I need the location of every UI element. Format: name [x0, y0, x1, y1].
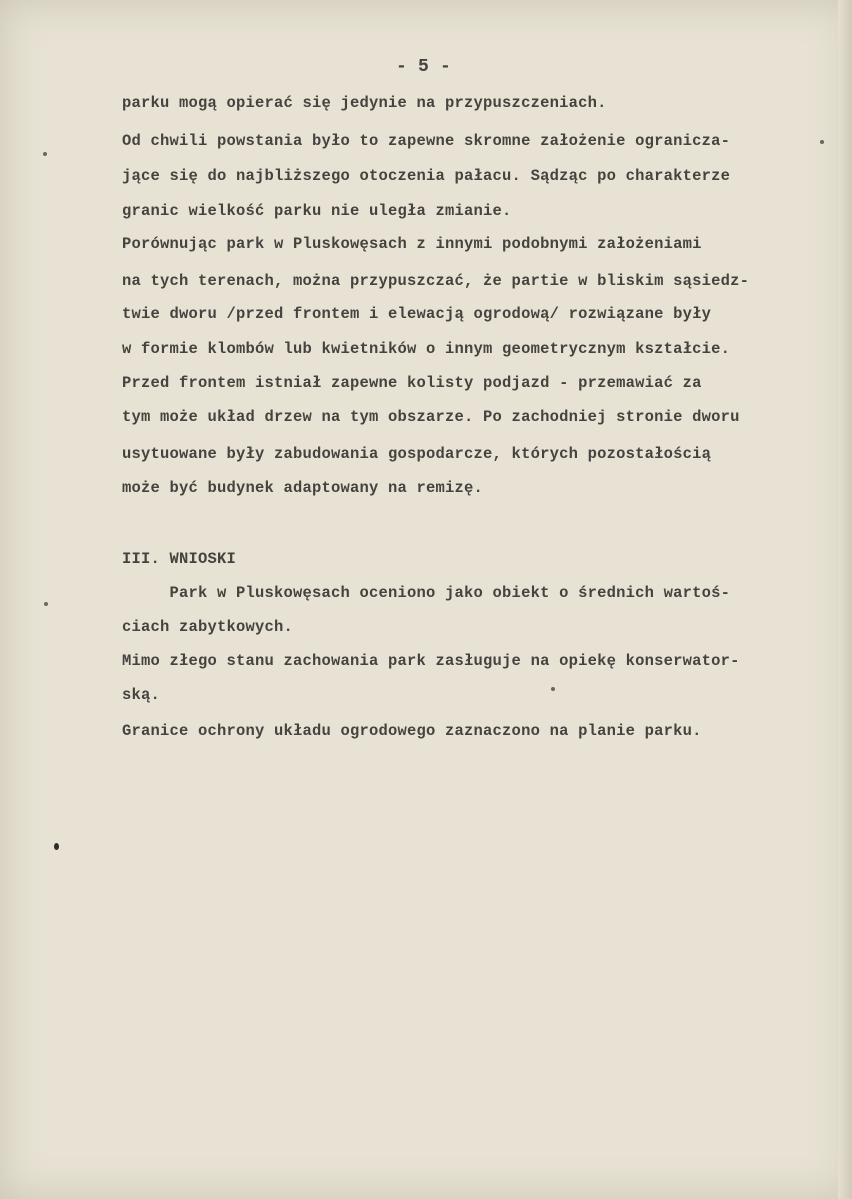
- conclusion-line-1: Park w Pluskowęsach oceniono jako obiekt o średnich wartoś-: [122, 584, 731, 602]
- page-number: - 5 -: [396, 57, 452, 77]
- conclusion-line-4: ską.: [122, 686, 161, 704]
- ink-speck: [551, 687, 555, 691]
- paragraph-line-12: może być budynek adaptowany na remizę.: [122, 479, 484, 497]
- paragraph-line-11: usytuowane były zabudowania gospodarcze, których pozostałością: [122, 445, 712, 463]
- paragraph-line-7: twie dworu /przed frontem i elewacją ogrodową/ rozwiązane były: [122, 305, 712, 323]
- page-edge-shadow: [838, 0, 852, 1199]
- paragraph-line-6: na tych terenach, można przypuszczać, że partie w bliskim sąsiedz-: [122, 272, 750, 290]
- conclusion-line-5: Granice ochrony układu ogrodowego zaznaczono na planie parku.: [122, 722, 702, 740]
- paragraph-line-3: jące się do najbliższego otoczenia pałacu. Sądząc po charakterze: [122, 167, 731, 185]
- paragraph-line-2: Od chwili powstania było to zapewne skromne założenie ogranicza-: [122, 132, 731, 150]
- paragraph-line-10: tym może układ drzew na tym obszarze. Po zachodniej stronie dworu: [122, 408, 740, 426]
- ink-speck: [820, 140, 824, 144]
- paragraph-line-8: w formie klombów lub kwietników o innym geometrycznym kształcie.: [122, 340, 731, 358]
- margin-speck: [44, 602, 48, 606]
- paragraph-line-4: granic wielkość parku nie uległa zmianie.: [122, 202, 512, 220]
- punch-hole-mark: [54, 843, 59, 850]
- section-heading: III. WNIOSKI: [122, 550, 237, 568]
- margin-speck: [43, 152, 47, 156]
- paragraph-line-5: Porównując park w Pluskowęsach z innymi podobnymi założeniami: [122, 235, 702, 253]
- conclusion-line-2: ciach zabytkowych.: [122, 618, 294, 636]
- paragraph-line-1: parku mogą opierać się jedynie na przypuszczeniach.: [122, 94, 607, 112]
- paragraph-line-9: Przed frontem istniał zapewne kolisty podjazd - przemawiać za: [122, 374, 702, 392]
- conclusion-line-3: Mimo złego stanu zachowania park zasługuje na opiekę konserwator-: [122, 652, 740, 670]
